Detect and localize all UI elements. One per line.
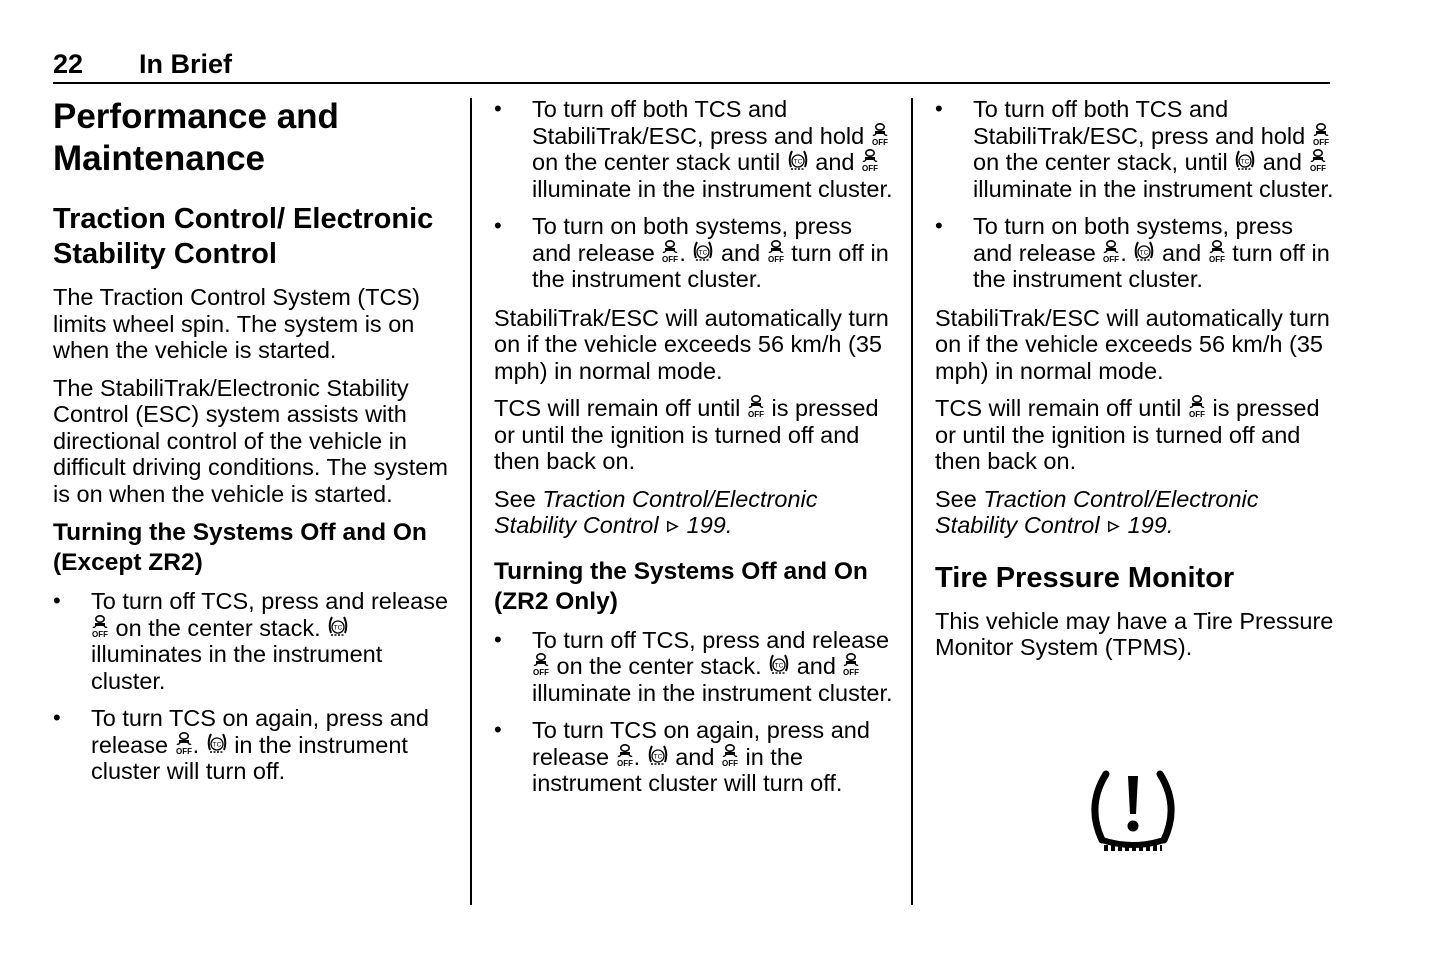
esc-off-icon bbox=[871, 123, 889, 147]
see-reference: See Traction Control/Electronic Stability Control 199. bbox=[494, 485, 818, 538]
tcs-intro: The Traction Control System (TCS) limits wheel spin. The system is on when the vehicle is started. bbox=[53, 284, 420, 363]
list-item: • To turn on both systems, press and release . and turn off in the instrument cluster. bbox=[935, 213, 1335, 293]
traction-control-icon bbox=[768, 653, 790, 677]
zr2-only-heading: Turning the Systems Off and On (ZR2 Only) bbox=[494, 557, 868, 615]
tpms-heading: Tire Pressure Monitor bbox=[935, 561, 1235, 594]
auto-on-paragraph: StabiliTrak/ESC will automatically turn on if the vehicle exceeds 56 km/h (35 mph) in normal mode. bbox=[494, 304, 889, 384]
zr2-only-list bbox=[494, 627, 894, 797]
list-item: • To turn off both TCS and StabiliTrak/ESC, press and hold on the center stack until and illuminate in the instrument cluster. bbox=[494, 96, 894, 202]
esc-off-icon bbox=[842, 653, 860, 677]
traction-control-icon bbox=[206, 732, 228, 756]
traction-control-icon bbox=[787, 149, 809, 173]
page-number: 22 bbox=[53, 49, 84, 79]
esc-intro: The StabiliTrak/Electronic Stability Control (ESC) system assists with directional control of the vehicle in difficult driving conditions. The system is on when the vehicle is started. bbox=[53, 374, 448, 507]
section-title: In Brief bbox=[139, 49, 233, 79]
list-item: • To turn TCS on again, press and release . and in the instrument cluster will turn off. bbox=[494, 717, 894, 797]
except-zr2-heading: Turning the Systems Off and On (Except ZR2) bbox=[53, 519, 427, 576]
esc-off-icon bbox=[91, 615, 109, 639]
esc-off-icon bbox=[721, 744, 739, 768]
traction-control-icon bbox=[327, 615, 349, 639]
esc-off-icon bbox=[175, 732, 193, 756]
reference-link[interactable]: Traction Control/Electronic Stability Control bbox=[935, 485, 1259, 538]
remain-off-paragraph: TCS will remain off until is pressed or until the ignition is turned off and then back on. bbox=[935, 395, 1320, 474]
esc-off-icon bbox=[1102, 240, 1120, 264]
see-reference: See Traction Control/Electronic Stability Control 199. bbox=[935, 485, 1259, 538]
auto-on-paragraph: StabiliTrak/ESC will automatically turn on if the vehicle exceeds 56 km/h (35 mph) in normal mode. bbox=[935, 304, 1330, 384]
page-header bbox=[53, 48, 1330, 84]
arrow-right-icon bbox=[1106, 519, 1121, 534]
esc-off-icon bbox=[1312, 123, 1330, 147]
column-1 bbox=[53, 96, 458, 797]
reference-page[interactable]: 199 bbox=[1127, 512, 1167, 538]
esc-off-icon bbox=[767, 240, 785, 264]
esc-off-icon bbox=[532, 653, 550, 677]
traction-control-icon bbox=[692, 240, 714, 264]
remain-off-paragraph: TCS will remain off until is pressed or until the ignition is turned off and then back on. bbox=[494, 395, 879, 474]
list-item: • To turn off TCS, press and release on the center stack. and illuminate in the instrument cluster. bbox=[494, 627, 894, 707]
esc-off-icon bbox=[661, 240, 679, 264]
zr2-all-list bbox=[494, 96, 894, 293]
column-divider-1 bbox=[470, 98, 472, 905]
reference-link[interactable]: Traction Control/Electronic Stability Control bbox=[494, 485, 818, 538]
tcs-heading: Traction Control/ Electronic Stability Control bbox=[53, 203, 434, 270]
esc-off-icon bbox=[861, 149, 879, 173]
traction-control-icon bbox=[1133, 240, 1155, 264]
list-item: • To turn off TCS, press and release on the center stack. illuminates in the instrument cluster. bbox=[53, 588, 458, 694]
esc-off-icon bbox=[1208, 240, 1226, 264]
traction-control-icon bbox=[1234, 149, 1256, 173]
except-zr2-list bbox=[53, 588, 458, 785]
traction-control-icon bbox=[647, 744, 669, 768]
esc-off-icon bbox=[1188, 395, 1206, 419]
esc-off-icon bbox=[616, 744, 634, 768]
tpms-warning-icon bbox=[1090, 768, 1176, 856]
reference-page[interactable]: 199 bbox=[686, 512, 726, 538]
main-heading: Performance and Maintenance bbox=[53, 97, 339, 178]
tpms-paragraph: This vehicle may have a Tire Pressure Monitor System (TPMS). bbox=[935, 607, 1334, 660]
esc-off-icon bbox=[747, 395, 765, 419]
column-2 bbox=[494, 96, 894, 809]
column-3 bbox=[935, 96, 1335, 672]
column-divider-2 bbox=[911, 98, 913, 905]
list-item: • To turn on both systems, press and release . and turn off in the instrument cluster. bbox=[494, 213, 894, 293]
esc-off-icon bbox=[1309, 149, 1327, 173]
list-item: • To turn off both TCS and StabiliTrak/ESC, press and hold on the center stack, until and illuminate in the instrument cluster. bbox=[935, 96, 1335, 202]
list-item: • To turn TCS on again, press and release . in the instrument cluster will turn off. bbox=[53, 705, 458, 785]
arrow-right-icon bbox=[665, 519, 680, 534]
all-systems-list bbox=[935, 96, 1335, 293]
